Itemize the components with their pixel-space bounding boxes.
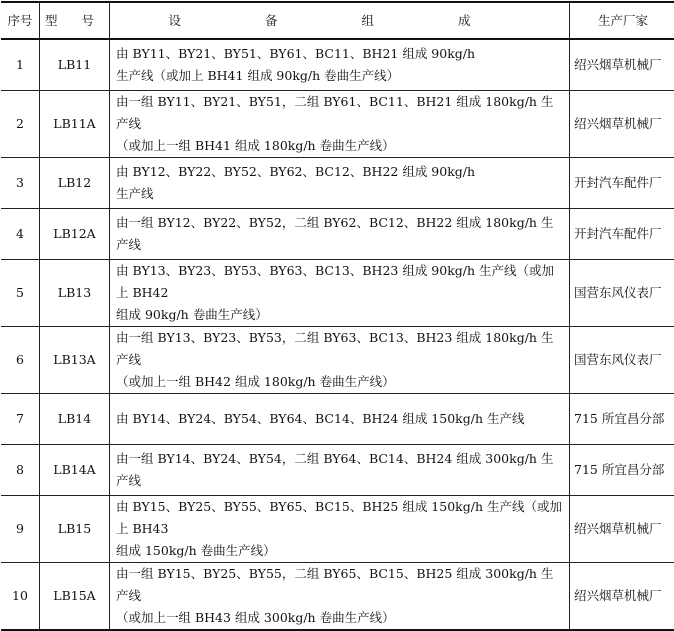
cell-no: 6: [1, 327, 40, 394]
table-row: [1, 209, 674, 260]
header-no: 序号: [1, 2, 40, 39]
cell-desc-line: （或加上一组 BH42 组成 180kg/h 卷曲生产线）: [116, 371, 565, 393]
cell-model: LB15A: [40, 563, 110, 631]
cell-desc: [110, 445, 570, 496]
cell-desc-line: 生产线: [116, 183, 565, 205]
cell-no: 8: [1, 445, 40, 496]
cell-desc-line: 由一组 BY13、BY23、BY53，二组 BY63、BC13、BH23 组成 180kg/h 生产线: [116, 327, 565, 371]
cell-maker: 绍兴烟草机械厂: [570, 496, 674, 563]
cell-model: LB13A: [40, 327, 110, 394]
cell-desc: [110, 394, 570, 445]
header-desc: 设 备 组 成: [110, 2, 570, 39]
cell-desc: [110, 158, 570, 209]
cell-model: LB15: [40, 496, 110, 563]
cell-model: LB11: [40, 39, 110, 91]
table-row: [1, 445, 674, 496]
header-model: 型 号: [40, 2, 110, 39]
cell-maker: 715 所宜昌分部: [570, 445, 674, 496]
cell-desc-line: 由一组 BY14、BY24、BY54，二组 BY64、BC14、BH24 组成 300kg/h 生产线: [116, 448, 565, 492]
cell-desc-line: 组成 90kg/h 卷曲生产线）: [116, 304, 565, 326]
cell-desc-line: 由 BY11、BY21、BY51、BY61、BC11、BH21 组成 90kg/h: [116, 43, 565, 65]
cell-desc-line: 由一组 BY12、BY22、BY52，二组 BY62、BC12、BH22 组成 180kg/h 生产线: [116, 212, 565, 256]
cell-desc-line: 由 BY14、BY24、BY54、BY64、BC14、BH24 组成 150kg/h 生产线: [116, 408, 565, 430]
table-row: [1, 394, 674, 445]
cell-desc-line: 由 BY13、BY23、BY53、BY63、BC13、BH23 组成 90kg/h 生产线（或加上 BH42: [116, 260, 565, 304]
cell-desc-line: 生产线（或加上 BH41 组成 90kg/h 卷曲生产线）: [116, 65, 565, 87]
cell-no: 7: [1, 394, 40, 445]
cell-desc: [110, 39, 570, 91]
cell-maker: 开封汽车配件厂: [570, 158, 674, 209]
cell-desc: [110, 260, 570, 327]
cell-desc-line: （或加上一组 BH41 组成 180kg/h 卷曲生产线）: [116, 135, 565, 157]
table-row: [1, 327, 674, 394]
cell-desc-line: （或加上一组 BH43 组成 300kg/h 卷曲生产线）: [116, 607, 565, 629]
cell-no: 10: [1, 563, 40, 631]
cell-desc-line: 组成 150kg/h 卷曲生产线）: [116, 540, 565, 562]
cell-model: LB14A: [40, 445, 110, 496]
cell-model: LB13: [40, 260, 110, 327]
table-row: [1, 563, 674, 631]
equipment-table: [1, 1, 674, 631]
cell-no: 5: [1, 260, 40, 327]
cell-maker: 国营东风仪表厂: [570, 327, 674, 394]
cell-model: LB12A: [40, 209, 110, 260]
cell-maker: 715 所宜昌分部: [570, 394, 674, 445]
cell-desc-line: 由 BY15、BY25、BY55、BY65、BC15、BH25 组成 150kg/h 生产线（或加上 BH43: [116, 496, 565, 540]
table-row: [1, 496, 674, 563]
cell-no: 1: [1, 39, 40, 91]
table-row: [1, 39, 674, 91]
cell-model: LB14: [40, 394, 110, 445]
cell-maker: 国营东风仪表厂: [570, 260, 674, 327]
cell-desc-line: 由一组 BY15、BY25、BY55，二组 BY65、BC15、BH25 组成 300kg/h 生产线: [116, 563, 565, 607]
cell-desc: [110, 327, 570, 394]
cell-desc: [110, 91, 570, 158]
cell-desc: [110, 563, 570, 631]
cell-maker: 绍兴烟草机械厂: [570, 91, 674, 158]
cell-maker: 绍兴烟草机械厂: [570, 39, 674, 91]
cell-maker: 开封汽车配件厂: [570, 209, 674, 260]
table-row: [1, 91, 674, 158]
header-maker: 生产厂家: [570, 2, 674, 39]
table-header-row: [1, 2, 674, 39]
table-body: [1, 39, 674, 630]
cell-no: 9: [1, 496, 40, 563]
table-row: [1, 260, 674, 327]
cell-model: LB11A: [40, 91, 110, 158]
cell-maker: 绍兴烟草机械厂: [570, 563, 674, 631]
cell-no: 4: [1, 209, 40, 260]
table-row: [1, 158, 674, 209]
cell-desc: [110, 496, 570, 563]
cell-no: 3: [1, 158, 40, 209]
cell-no: 2: [1, 91, 40, 158]
cell-desc-line: 由 BY12、BY22、BY52、BY62、BC12、BH22 组成 90kg/h: [116, 161, 565, 183]
cell-model: LB12: [40, 158, 110, 209]
cell-desc-line: 由一组 BY11、BY21、BY51，二组 BY61、BC11、BH21 组成 180kg/h 生产线: [116, 91, 565, 135]
cell-desc: [110, 209, 570, 260]
